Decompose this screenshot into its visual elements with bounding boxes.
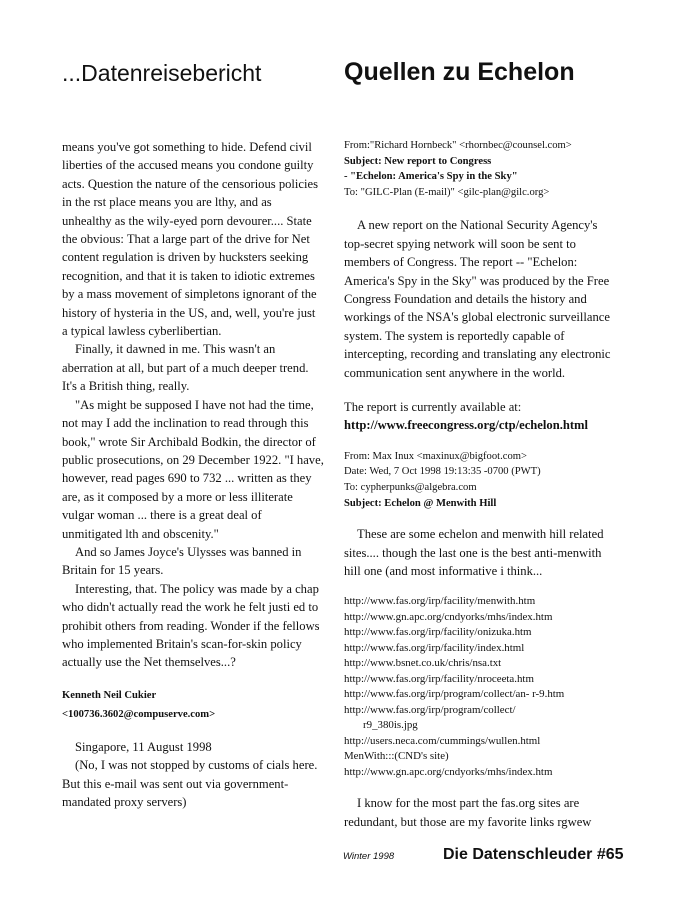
report-link[interactable]: http://www.freecongress.org/ctp/echelon.html — [344, 418, 589, 433]
right-column — [344, 138, 618, 831]
article-paragraph: And so James Joyce's Ulysses was banned in Britain for 15 years. — [62, 544, 302, 578]
list-item[interactable]: http://www.gn.apc.org/cndyorks/mhs/index.htm — [344, 610, 553, 623]
list-item[interactable]: http://www.fas.org/irp/facility/onizuka.htm — [344, 626, 532, 639]
dateline: Singapore, 11 August 1998 — [75, 739, 212, 754]
list-item[interactable]: http://www.gn.apc.org/cndyorks/mhs/index.htm — [344, 765, 553, 778]
email-to: To: "GILC-Plan (E-mail)" <gilc-plan@gilc.org> — [344, 186, 550, 198]
list-item[interactable]: http://users.neca.com/cummings/wullen.html — [344, 734, 541, 747]
closing-paragraph: I know for the most part the fas.org sites are redundant, but those are my favorite links rgwew — [344, 796, 592, 829]
link-list — [344, 594, 618, 780]
list-item[interactable]: http://www.fas.org/irp/facility/index.html — [344, 641, 525, 654]
report-paragraph: A new report on the National Security Agency's top-secret spying network will soon be sent to members of Congress. The report -- "Echelon: America's Spy in the Sky" was produced by the Free Congress Foundation and details the history and workings of the NSA's global electronic surveillance system. The system is reportedly capable of intercepting, recording and translating any electronic communication sent anywhere in the world. — [344, 218, 611, 380]
closing-note: (No, I was not stopped by customs of cials here. But this e-mail was sent out via government-mandated proxy servers) — [62, 758, 318, 809]
email-from: From: Max Inux <maxinux@bigfoot.com> — [344, 450, 527, 462]
author-name: Kenneth Neil Cukier — [62, 689, 157, 701]
list-item[interactable]: http://www.bsnet.co.uk/chris/nsa.txt — [344, 657, 502, 670]
section-title: ...Datenreisebericht — [62, 60, 262, 86]
list-item: MenWith:::(CND's site) — [344, 750, 449, 763]
list-item[interactable]: http://www.fas.org/irp/facility/menwith.htm — [344, 595, 536, 608]
left-column — [62, 138, 324, 811]
list-item-continued[interactable]: r9_380is.jpg — [363, 719, 418, 732]
email-header-1 — [344, 138, 618, 200]
article-paragraph: Finally, it dawned in me. This wasn't an aberration at all, but part of a much deeper trend. It's a British thing, really. — [62, 342, 309, 394]
list-item[interactable]: http://www.fas.org/irp/facility/nroceeta.htm — [344, 672, 534, 685]
list-item[interactable]: http://www.fas.org/irp/program/collect/an- r-9.htm — [344, 688, 565, 701]
page-title: Quellen zu Echelon — [344, 58, 575, 86]
sites-intro: These are some echelon and menwith hill related sites.... though the last one is the best anti-menwith hill one (and most informative i think... — [344, 527, 604, 579]
email-subject: Subject: Echelon @ Menwith Hill — [344, 497, 497, 509]
email-date: Date: Wed, 7 Oct 1998 19:13:35 -0700 (PWT) — [344, 466, 541, 478]
email-header-2 — [344, 449, 618, 511]
article-paragraph: Interesting, that. The policy was made by a chap who didn't actually read the work he felt justi ed to prohibit others from reading. Wonder if the fellows who implemented Britain's scan-for-skin policy actually use the Net themselves...? — [62, 581, 320, 670]
email-from: From:"Richard Hornbeck" <rhornbec@counsel.com> — [344, 140, 572, 151]
availability-text: The report is currently available at: — [344, 400, 522, 415]
email-subject-continued: - "Echelon: America's Spy in the Sky" — [344, 171, 518, 183]
email-to: To: cypherpunks@algebra.com — [344, 482, 477, 494]
email-subject: Subject: New report to Congress — [344, 155, 492, 167]
list-item[interactable]: http://www.fas.org/irp/program/collect/ — [344, 703, 516, 716]
article-paragraph: "As might be supposed I have not had the time, not may I add the inclination to read through this book," wrote Sir Archibald Bodkin, the director of public prosecutions, on 29 December 1922. "I have, however, read pages 690 to 732 ... written as they are, as it composed by a more or less illiterate vulgar woman ... there is a great deal of unmitigated lth and obscenity." — [62, 397, 324, 541]
issue-date: Winter 1998 — [343, 851, 395, 862]
author-email: <100736.3602@compuserve.com> — [62, 708, 216, 720]
article-paragraph: means you've got something to hide. Defend civil liberties of the accused means you condone guilty acts. Question the nature of the censorious policies in the rst place means you are lthy, and as unhealthy as the wily-eyed porn devourer.... State the obvious: That a large part of the drive for Net content regulation is driven by hucksters seeking recognition, and that it is taken to idiotic extremes by a mass movement of simpletons ignorant of the history of hysteria in the US, and, well, you're just a typical lawless cyberlibertian. — [62, 140, 319, 339]
magazine-title: Die Datenschleuder #65 — [443, 846, 624, 863]
